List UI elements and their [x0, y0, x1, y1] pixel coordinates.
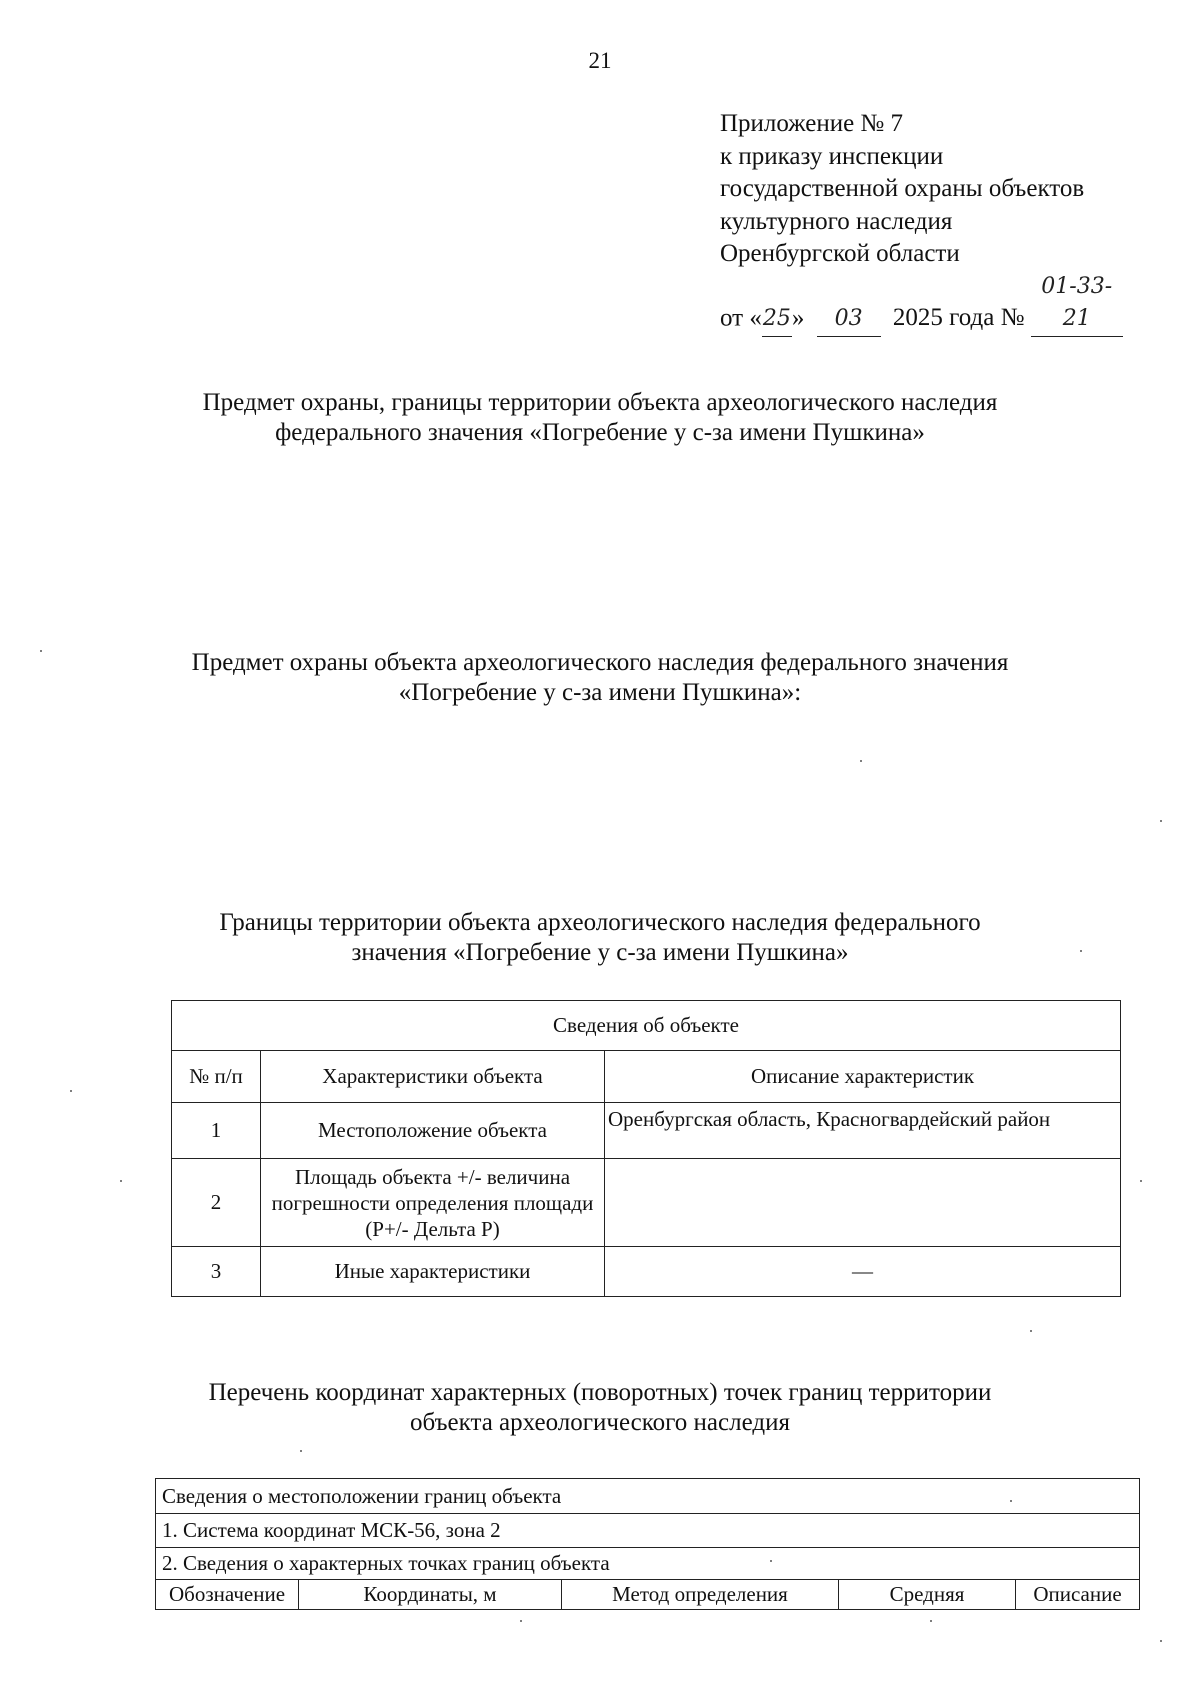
row-1-name: Местоположение объекта: [261, 1103, 605, 1159]
order-date-line: [720, 271, 1123, 337]
row-2-value: [605, 1159, 1121, 1247]
row-2-name: Площадь объекта +/- величина погрешности определения площади (P+/- Дельта P): [261, 1159, 605, 1247]
column-average: Средняя: [839, 1580, 1016, 1610]
scan-speck: [860, 760, 862, 762]
scan-speck: [300, 1450, 302, 1452]
protection-line-2: «Погребение у с-за имени Пушкина»:: [398, 679, 802, 706]
location-info-row: Сведения о местоположении границ объекта: [156, 1479, 1140, 1514]
column-coordinates: Координаты, м: [299, 1580, 562, 1610]
title-line-2: федерального значения «Погребение у с-за имени Пушкина»: [275, 419, 925, 446]
table-row: [172, 1247, 1121, 1297]
header-number: № п/п: [172, 1051, 261, 1103]
appendix-line-2: к приказу инспекции: [720, 142, 944, 170]
scan-speck: [1160, 1640, 1162, 1642]
order-day: 25: [762, 303, 792, 337]
scan-speck: [1030, 1330, 1032, 1332]
document-title: [0, 388, 1200, 448]
boundaries-line-2: значения «Погребение у с-за имени Пушкина»: [351, 939, 849, 966]
appendix-line-3: государственной охраны объектов: [720, 175, 1085, 202]
header-characteristics: Характеристики объекта: [261, 1051, 605, 1103]
scan-speck: [1160, 820, 1162, 822]
header-description: Описание характеристик: [605, 1051, 1121, 1103]
boundaries-line-1: Границы территории объекта археологического наследия федерального: [219, 909, 981, 936]
from-label: от «: [720, 304, 762, 331]
appendix-line-1: Приложение № 7: [720, 110, 904, 137]
object-table-caption: Сведения об объекте: [172, 1001, 1121, 1051]
page-number: 21: [588, 48, 612, 73]
column-method: Метод определения: [562, 1580, 839, 1610]
column-description: Описание: [1016, 1580, 1140, 1610]
scan-speck: [1140, 1180, 1142, 1182]
table-row: [172, 1103, 1121, 1159]
boundaries-heading: [0, 908, 1200, 968]
row-2-number: 2: [172, 1159, 261, 1247]
appendix-line-4: культурного наследия: [720, 207, 953, 235]
scan-speck: [40, 650, 42, 652]
points-info-row: 2. Сведения о характерных точках границ объекта: [156, 1548, 1140, 1580]
row-1-value: Оренбургская область, Красногвардейский район: [605, 1103, 1121, 1159]
coordinates-line-2: объекта археологического наследия: [410, 1409, 790, 1436]
scan-speck: [120, 1180, 122, 1182]
row-3-number: 3: [172, 1247, 261, 1297]
row-1-number: 1: [172, 1103, 261, 1159]
appendix-block: [720, 108, 1123, 337]
appendix-line-5: Оренбургской области: [720, 240, 960, 267]
row-3-value: —: [605, 1247, 1121, 1297]
column-designation: Обозначение: [156, 1580, 299, 1610]
protection-line-1: Предмет охраны объекта археологического наследия федерального значения: [191, 649, 1009, 676]
coordinates-table: [155, 1478, 1140, 1610]
coordinates-heading: [0, 1378, 1200, 1438]
scan-speck: [70, 1090, 72, 1092]
object-info-table: [171, 1000, 1121, 1297]
row-3-name: Иные характеристики: [261, 1247, 605, 1297]
coordinates-line-1: Перечень координат характерных (поворотных) точек границ территории: [208, 1379, 992, 1406]
scan-speck: [930, 1620, 932, 1622]
scan-speck: [520, 1620, 522, 1622]
scan-speck: [1080, 950, 1082, 952]
day-close-quote: »: [791, 304, 805, 331]
title-line-1: Предмет охраны, границы территории объекта археологического наследия: [202, 389, 998, 416]
order-number: 01-33-21: [1031, 271, 1123, 337]
table-row: [172, 1159, 1121, 1247]
scan-speck: [770, 1560, 772, 1562]
coordinate-system-row: 1. Система координат МСК-56, зона 2: [156, 1514, 1140, 1548]
year-label: 2025 года №: [892, 304, 1025, 331]
order-month: 03: [817, 303, 881, 337]
protection-subject-heading: [0, 648, 1200, 708]
scan-speck: [1010, 1500, 1012, 1502]
